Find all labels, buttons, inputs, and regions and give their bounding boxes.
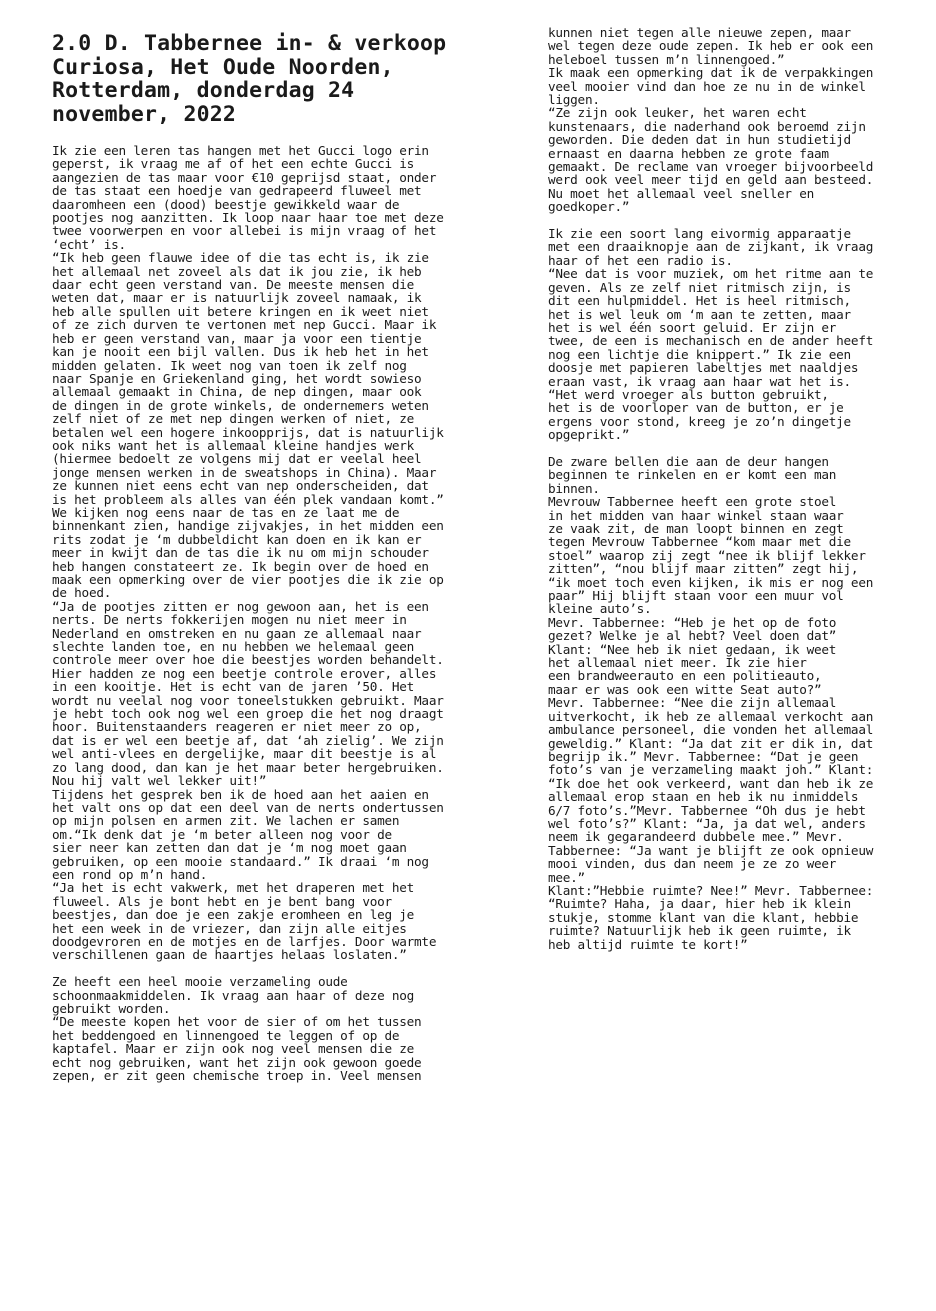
text-line: wel tegen deze oude zepen. Ik heb er ook een: [548, 38, 874, 54]
text-line: schoonmaakmiddelen. Ik vraag aan haar of deze nog: [52, 987, 415, 1003]
text-line: doodgevroren en de motjes en de larfjes. Door warmte: [52, 933, 437, 949]
text-line: De zware bellen die aan de deur hangen: [548, 453, 829, 469]
text-line: zelf niet of ze met nep dingen werken of niet, ze: [52, 411, 415, 427]
text-line: ook niks want het is allemaal kleine handjes werk: [52, 437, 415, 453]
text-line: uitverkocht, ik heb ze allemaal verkocht aan: [548, 708, 874, 724]
text-line: een brandweerauto en een politieauto,: [548, 668, 822, 684]
text-line: Nu moet het allemaal veel sneller en: [548, 185, 814, 201]
text-line: beestjes, dan doe je een zakje eromheen en leg je: [52, 907, 415, 923]
text-line: maak een opmerking over de vier pootjes die ik zie op: [52, 572, 444, 587]
text-line: Ik maak een opmerking dat ik de verpakkingen: [548, 65, 874, 81]
text-line: 6/7 foto’s.”Mevr. Tabbernee “Oh dus je hebt: [548, 802, 866, 818]
text-line: dat is er wel een beetje af, dat ‘ah zielig’. We zijn: [52, 732, 444, 748]
text-line: Mevrouw Tabbernee heeft een grote stoel: [548, 494, 837, 510]
text-line: jonge mensen werken in de sweatshops in China). Maar: [52, 464, 437, 480]
text-line: het allemaal niet meer. Ik zie hier: [548, 655, 807, 671]
text-line: wel anti-vlees en dergelijke, maar dit beestje is al: [52, 746, 437, 762]
text-line: het een week in de vriezer, dan zijn alle eitjes: [52, 920, 407, 936]
text-line: het beddengoed en linnengoed te leggen of op de: [52, 1027, 400, 1043]
text-line: kunstenaars, die naderhand ook beroemd zijn: [548, 118, 866, 134]
text-line: binnen.: [548, 480, 600, 496]
title-line: Curiosa, Het Oude Noorden,: [52, 54, 394, 80]
text-line: “Ja de pootjes zitten er nog gewoon aan, het is een: [52, 598, 429, 614]
text-line: fluweel. Als je bont hebt en je bent bang voor: [52, 893, 392, 909]
text-line: ambulance personeel, die vonden het allemaal: [548, 722, 874, 738]
text-line: is het probleem als alles van één plek vandaan komt.”: [52, 491, 444, 507]
text-line: “Ik doe het ook verkeerd, want dan heb ik ze: [548, 775, 874, 791]
text-line: gemaakt. De reclame van vroeger bijvoorbeeld: [548, 159, 874, 175]
text-line: kleine auto’s.: [548, 601, 652, 617]
text-line: het is wel één soort geluid. Er zijn er: [548, 319, 837, 335]
text-line: twee voorwerpen en voor allebei is mijn vraag of het: [52, 223, 437, 239]
text-line: Klant: “Nee heb ik niet gedaan, ik weet: [548, 641, 837, 657]
text-line: met een draaiknopje aan de zijkant, ik vraag: [548, 239, 874, 255]
text-line: haar of het een radio is.: [548, 252, 733, 268]
text-line: opgeprikt.”: [548, 427, 630, 443]
text-line: ze kunnen niet eens echt van nep onderscheiden, dat: [52, 478, 429, 494]
text-line: [548, 214, 908, 227]
text-line: gezet? Welke je al hebt? Veel doen dat”: [548, 628, 837, 644]
text-line: gebruiken, op een mooie standaard.” Ik draai ‘m nog: [52, 853, 429, 869]
text-line: allemaal erop staan en heb ik nu inmiddels: [548, 789, 859, 805]
text-line: midden gelaten. Ik weet nog van toen ik zelf nog: [52, 357, 407, 373]
text-line: zo lang dood, dan kan je het maar beter hergebruiken.: [52, 759, 444, 775]
text-line: sier neer kan zetten dan dat je ‘m nog moet gaan: [52, 840, 407, 856]
text-line: het is de voorloper van de button, er je: [548, 400, 844, 416]
text-line: neem ik gegarandeerd dubbele mee.” Mevr.: [548, 829, 844, 845]
left-column: [52, 30, 468, 1082]
left-column-body: [52, 144, 468, 1082]
text-line: op mijn polsen en armen zit. We lachen er samen: [52, 813, 400, 829]
text-line: de tas staat een hoedje van gedrapeerd fluweel met: [52, 183, 422, 199]
text-line: of ze zich durven te vertonen met nep Gucci. Maar ik: [52, 317, 437, 333]
text-line: “Nee dat is voor muziek, om het ritme aan te: [548, 266, 874, 282]
text-line: “Ja het is echt vakwerk, met het draperen met het: [52, 880, 415, 896]
text-line: paar” Hij blijft staan voor een muur vol: [548, 588, 844, 604]
text-line: betalen wel een hogere inkoopprijs, dat is natuurlijk: [52, 424, 444, 440]
right-column-body: [548, 26, 908, 951]
text-line: daaromheen een (dood) beestje gewikkeld waar de: [52, 196, 400, 212]
text-line: ruimte? Natuurlijk heb ik geen ruimte, ik: [548, 923, 851, 939]
text-line: allemaal gemaakt in China, de nep dingen, maar ook: [52, 384, 422, 400]
text-line: [52, 962, 468, 975]
text-line: Hier hadden ze nog een beetje controle erover, alles: [52, 665, 437, 681]
text-line: geven. Als ze zelf niet ritmisch zijn, is: [548, 279, 851, 295]
text-line: geweldig.” Klant: “Ja dat zit er dik in, dat: [548, 735, 874, 751]
text-line: “Ruimte? Haha, ja daar, hier heb ik klein: [548, 896, 851, 912]
text-line: gebruikt worden.: [52, 1000, 171, 1016]
text-line: de hoed.: [52, 585, 112, 601]
text-line: Klant:”Hebbie ruimte? Nee!” Mevr. Tabbernee:: [548, 882, 874, 898]
text-line: rits zodat je ‘m dubbeldicht kan doen en ik kan er: [52, 531, 422, 547]
text-line: het valt ons op dat een deel van de nerts ondertussen: [52, 799, 444, 815]
text-line: geworden. Die deden dat in hun studietijd: [548, 132, 851, 148]
text-line: zepen, er zit geen chemische troep in. Veel mensen: [52, 1068, 422, 1084]
text-line: stukje, stomme klant van die klant, hebbie: [548, 909, 859, 925]
text-line: Nou hij valt wel lekker uit!”: [52, 773, 267, 789]
text-line: Nederland en omstreken en nu gaan ze allemaal naar: [52, 625, 422, 641]
text-line: je hebt toch ook nog wel een groep die het nog draagt: [52, 706, 444, 722]
text-line: liggen.: [548, 92, 600, 108]
text-line: zitten”, “nou blijf maar zitten” zegt hij,: [548, 561, 859, 577]
text-line: heb altijd ruimte te kort!”: [548, 936, 748, 952]
text-line: “ik moet toch even kijken, ik mis er nog een: [548, 574, 874, 590]
text-line: in een kooitje. Het is echt van de jaren ’50. Het: [52, 679, 415, 695]
text-line: nerts. De nerts fokkerijen mogen nu niet meer in: [52, 612, 407, 628]
text-line: foto’s van je verzameling maakt joh.” Klant:: [548, 762, 874, 778]
text-line: ‘echt’ is.: [52, 236, 126, 252]
text-line: slechte landen toe, en nu hebben we helemaal geen: [52, 639, 415, 655]
text-line: [548, 442, 908, 455]
text-line: werd ook veel meer tijd en geld aan besteed.: [548, 172, 874, 188]
text-line: heb er geen verstand van, maar ja voor een tientje: [52, 330, 422, 346]
text-line: ergens voor stond, kreeg je zo’n dingetje: [548, 413, 851, 429]
text-line: naar Spanje en Griekenland ging, het wordt sowieso: [52, 370, 422, 386]
text-line: mee.”: [548, 869, 585, 885]
text-line: ernaast en daarna hebben ze grote faam: [548, 145, 829, 161]
title-line: november, 2022: [52, 101, 237, 127]
text-line: kan je nooit een bijl vallen. Dus ik heb het in het: [52, 344, 429, 360]
text-line: wordt nu veelal nog voor toneelstukken gebruikt. Maar: [52, 692, 444, 708]
text-line: maar er was ook een witte Seat auto?”: [548, 681, 822, 697]
text-line: Ik zie een leren tas hangen met het Gucci logo erin: [52, 143, 429, 158]
text-line: veel mooier vind dan hoe ze nu in de winkel: [548, 78, 866, 94]
text-line: binnenkant zien, handige zijvakjes, in het midden een: [52, 518, 444, 534]
text-line: het is wel leuk om ‘m aan te zetten, maar: [548, 306, 851, 322]
text-line: “Het werd vroeger als button gebruikt,: [548, 386, 829, 402]
text-line: Mevr. Tabbernee: “Nee die zijn allemaal: [548, 695, 837, 711]
right-column: [548, 26, 908, 951]
title-line: Rotterdam, donderdag 24: [52, 78, 355, 103]
text-line: echt nog gebruiken, want het zijn ook gewoon goede: [52, 1054, 422, 1070]
text-line: “Ik heb geen flauwe idee of die tas echt is, ik zie: [52, 250, 429, 266]
text-line: mooi vinden, dus dan neem je ze zo weer: [548, 856, 837, 872]
text-line: om.“Ik denk dat je ‘m beter alleen nog voor de: [52, 826, 392, 842]
text-line: hoor. Buitenstaanders reageren er niet meer zo op,: [52, 719, 422, 735]
text-line: een rond op m’n hand.: [52, 866, 208, 882]
text-line: de dingen in de grote winkels, de ondernemers weten: [52, 397, 429, 413]
text-line: Ik zie een soort lang eivormig apparaatje: [548, 226, 851, 242]
text-line: nog een lichtje die knippert.” Ik zie een: [548, 346, 851, 362]
text-line: “Ze zijn ook leuker, het waren echt: [548, 105, 807, 121]
text-line: tegen Mevrouw Tabbernee “kom maar met die: [548, 534, 851, 550]
page-title: [52, 32, 468, 126]
text-line: het allemaal net zoveel als dat ik jou zie, ik heb: [52, 263, 422, 279]
title-line: 2.0 D. Tabbernee in- & verkoop: [52, 31, 447, 56]
text-line: meer in kwijt dan de tas die ik nu om mijn schouder: [52, 545, 429, 561]
text-line: geperst, ik vraag me af of het een echte Gucci is: [52, 156, 415, 172]
text-line: aangezien de tas maar voor €10 geprijsd staat, onder: [52, 169, 437, 185]
text-line: goedkoper.”: [548, 199, 630, 215]
text-line: Tabbernee: “Ja want je blijft ze ook opnieuw: [548, 842, 874, 858]
text-line: Mevr. Tabbernee: “Heb je het op de foto: [548, 614, 837, 630]
text-line: Tijdens het gesprek ben ik de hoed aan het aaien en: [52, 786, 429, 802]
text-line: twee, de een is mechanisch en de ander heeft: [548, 333, 874, 349]
text-line: “De meeste kopen het voor de sier of om het tussen: [52, 1014, 422, 1030]
text-line: kunnen niet tegen alle nieuwe zepen, maar: [548, 25, 851, 40]
text-line: heb alle spullen uit betere kringen en ik weet niet: [52, 303, 429, 319]
text-line: beginnen te rinkelen en er komt een man: [548, 467, 837, 483]
text-line: (hiermee bedoelt ze volgens mij dat er veelal heel: [52, 451, 422, 467]
text-line: controle meer over hoe die beestjes worden behandelt.: [52, 652, 444, 668]
text-line: Ze heeft een heel mooie verzameling oude: [52, 974, 348, 990]
text-line: eraan vast, ik vraag aan haar wat het is.: [548, 373, 851, 389]
text-line: ze vaak zit, de man loopt binnen en zegt: [548, 521, 844, 536]
text-line: wel foto’s?” Klant: “Ja, ja dat wel, anders: [548, 815, 866, 831]
text-line: daar echt geen verstand van. De meeste mensen die: [52, 277, 415, 293]
text-line: stoel” waarop zij zegt “nee ik blijf lekker: [548, 547, 866, 563]
text-line: pootjes nog aanzitten. Ik loop naar haar toe met deze: [52, 210, 444, 226]
text-line: weten dat, maar er is natuurlijk zoveel namaak, ik: [52, 290, 422, 306]
text-line: begrijp ik.” Mevr. Tabbernee: “Dat je geen: [548, 748, 859, 764]
text-line: verschillenen gaan de haartjes helaas loslaten.”: [52, 947, 407, 963]
text-line: kaptafel. Maar er zijn ook nog veel mensen die ze: [52, 1041, 415, 1057]
text-line: heleboel tussen m’n linnengoed.”: [548, 51, 785, 67]
text-line: We kijken nog eens naar de tas en ze laat me de: [52, 504, 400, 520]
text-line: in het midden van haar winkel staan waar: [548, 507, 844, 523]
text-line: heb hangen constateert ze. Ik begin over de hoed en: [52, 558, 429, 574]
text-line: doosje met papieren labeltjes met naaldjes: [548, 360, 859, 376]
text-line: dit een hulpmiddel. Het is heel ritmisch,: [548, 293, 851, 309]
